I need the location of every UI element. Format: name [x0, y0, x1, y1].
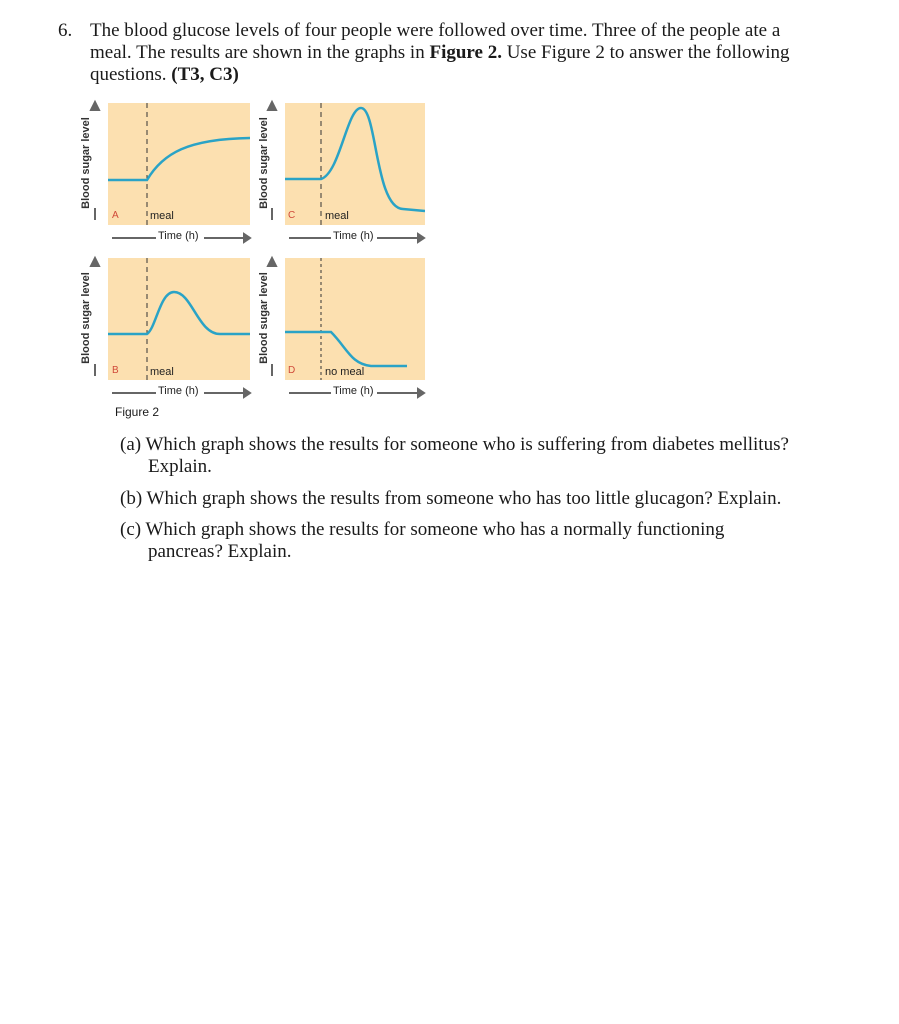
question-line-1: The blood glucose levels of four people were followed over time. Three of the people ate a [90, 20, 781, 41]
graph-c-letter: C [288, 210, 296, 221]
question-number: 6. [58, 20, 73, 41]
graph-c-x-label: Time (h) [333, 230, 374, 242]
question-line-3: questions. (T3, C3) [90, 64, 239, 85]
question-line-2: meal. The results are shown in the graphs in Figure 2. Use Figure 2 to answer the following [90, 42, 790, 63]
figure-caption: Figure 2 [115, 405, 160, 419]
graph-b-event: meal [150, 366, 174, 378]
graph-d-x-label: Time (h) [333, 385, 374, 397]
graph-d-y-label: Blood sugar level [257, 272, 270, 364]
graph-c-event: meal [325, 210, 349, 222]
subquestion-a: (a) Which graph shows the results for someone who is suffering from diabetes mellitus? Explain. [120, 434, 789, 477]
graph-d-event: no meal [325, 366, 365, 378]
graph-a-y-label: Blood sugar level [79, 117, 92, 209]
graph-b-y-label: Blood sugar level [79, 272, 92, 364]
subquestion-c: (c) Which graph shows the results for someone who has a normally functioning pancreas? Explain. [120, 519, 725, 562]
graph-a-letter: A [112, 210, 119, 221]
graph-a-x-label: Time (h) [158, 230, 199, 242]
graph-d-letter: D [288, 365, 296, 376]
graph-a-event: meal [150, 210, 174, 222]
axis-arrows [0, 0, 899, 420]
graph-c-y-label: Blood sugar level [257, 117, 270, 209]
subquestion-b: (b) Which graph shows the results from someone who has too little glucagon? Explain. [120, 488, 782, 509]
graph-b-x-label: Time (h) [158, 385, 199, 397]
graph-b-letter: B [112, 365, 119, 376]
